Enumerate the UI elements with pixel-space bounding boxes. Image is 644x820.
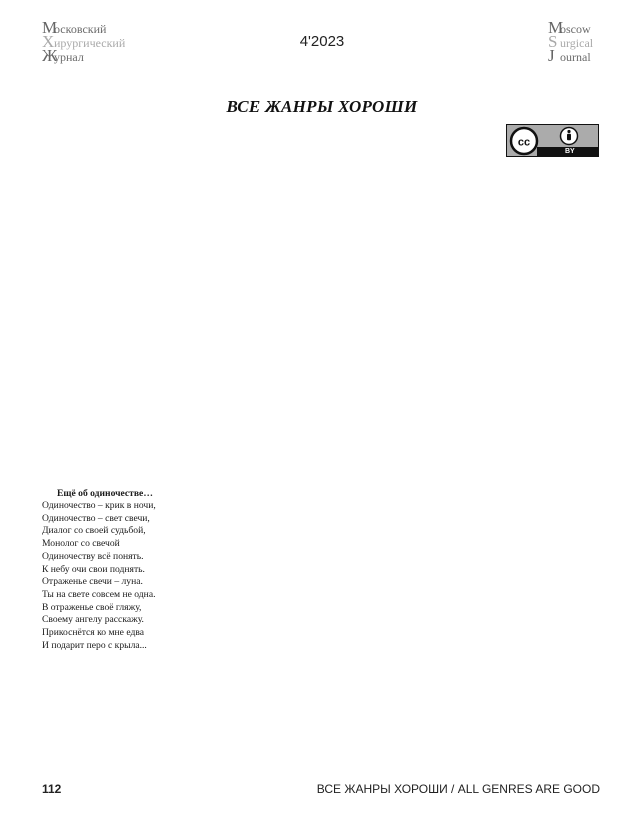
page-number: 112 <box>42 782 62 796</box>
logo-en-text-3: ournal <box>560 50 591 64</box>
poem-line: Одиночество – крик в ночи, <box>42 500 156 511</box>
logo-en-line-1 <box>548 18 618 37</box>
poem-line: И подарит перо с крыла... <box>42 639 147 651</box>
logo-en-cap-1: M <box>548 18 564 37</box>
logo-ru-text-2: ирургический <box>54 36 126 50</box>
poem-line: Отраженье свечи – луна. <box>42 576 143 588</box>
logo-ru-text-3: урнал <box>54 50 84 64</box>
poem-line: Одиночеству всё понять. <box>42 550 144 562</box>
logo-ru-text-1: осковский <box>54 22 107 36</box>
logo-ru-cap-3: Ж <box>42 46 58 65</box>
poem-line: Одиночество – свет свечи, <box>42 512 150 524</box>
logo-en-cap-3: J <box>548 46 555 65</box>
cc-by-icon <box>506 124 599 157</box>
issue-number: 4'2023 <box>299 33 345 50</box>
poem-line: В отраженье своё гляжу, <box>42 601 142 613</box>
poem-title: Ещё об одиночестве… <box>57 488 153 499</box>
logo-en-line-2 <box>548 32 618 51</box>
poem-line: Своему ангелу расскажу. <box>42 614 144 626</box>
poem-line: Ты на свете совсем не одна. <box>42 588 156 600</box>
logo-ru-cap-1: М <box>42 18 58 37</box>
poem-line: Прикоснётся ко мне едва <box>42 627 145 639</box>
poem-line: Монолог со свечой <box>42 538 120 550</box>
logo-en-cap-2: S <box>548 32 558 51</box>
logo-ru-line-3 <box>42 46 152 65</box>
logo-en-text-1: oscow <box>560 22 591 36</box>
poem <box>42 487 262 652</box>
logo-en-text-2: urgical <box>560 36 594 50</box>
poem-line: К небу очи свои поднять. <box>42 563 145 575</box>
cc-by-label: BY <box>565 148 575 155</box>
section-title: ВСЕ ЖАНРЫ ХОРОШИ <box>226 97 418 116</box>
running-footer-title: ВСЕ ЖАНРЫ ХОРОШИ / ALL GENRES ARE GOOD <box>316 782 600 796</box>
logo-en-line-3 <box>548 46 618 65</box>
svg-text:cc: cc <box>517 136 531 149</box>
poem-line: Диалог со своей судьбой, <box>42 525 146 537</box>
journal-logo-en <box>548 18 618 65</box>
logo-ru-cap-2: Х <box>42 32 55 51</box>
